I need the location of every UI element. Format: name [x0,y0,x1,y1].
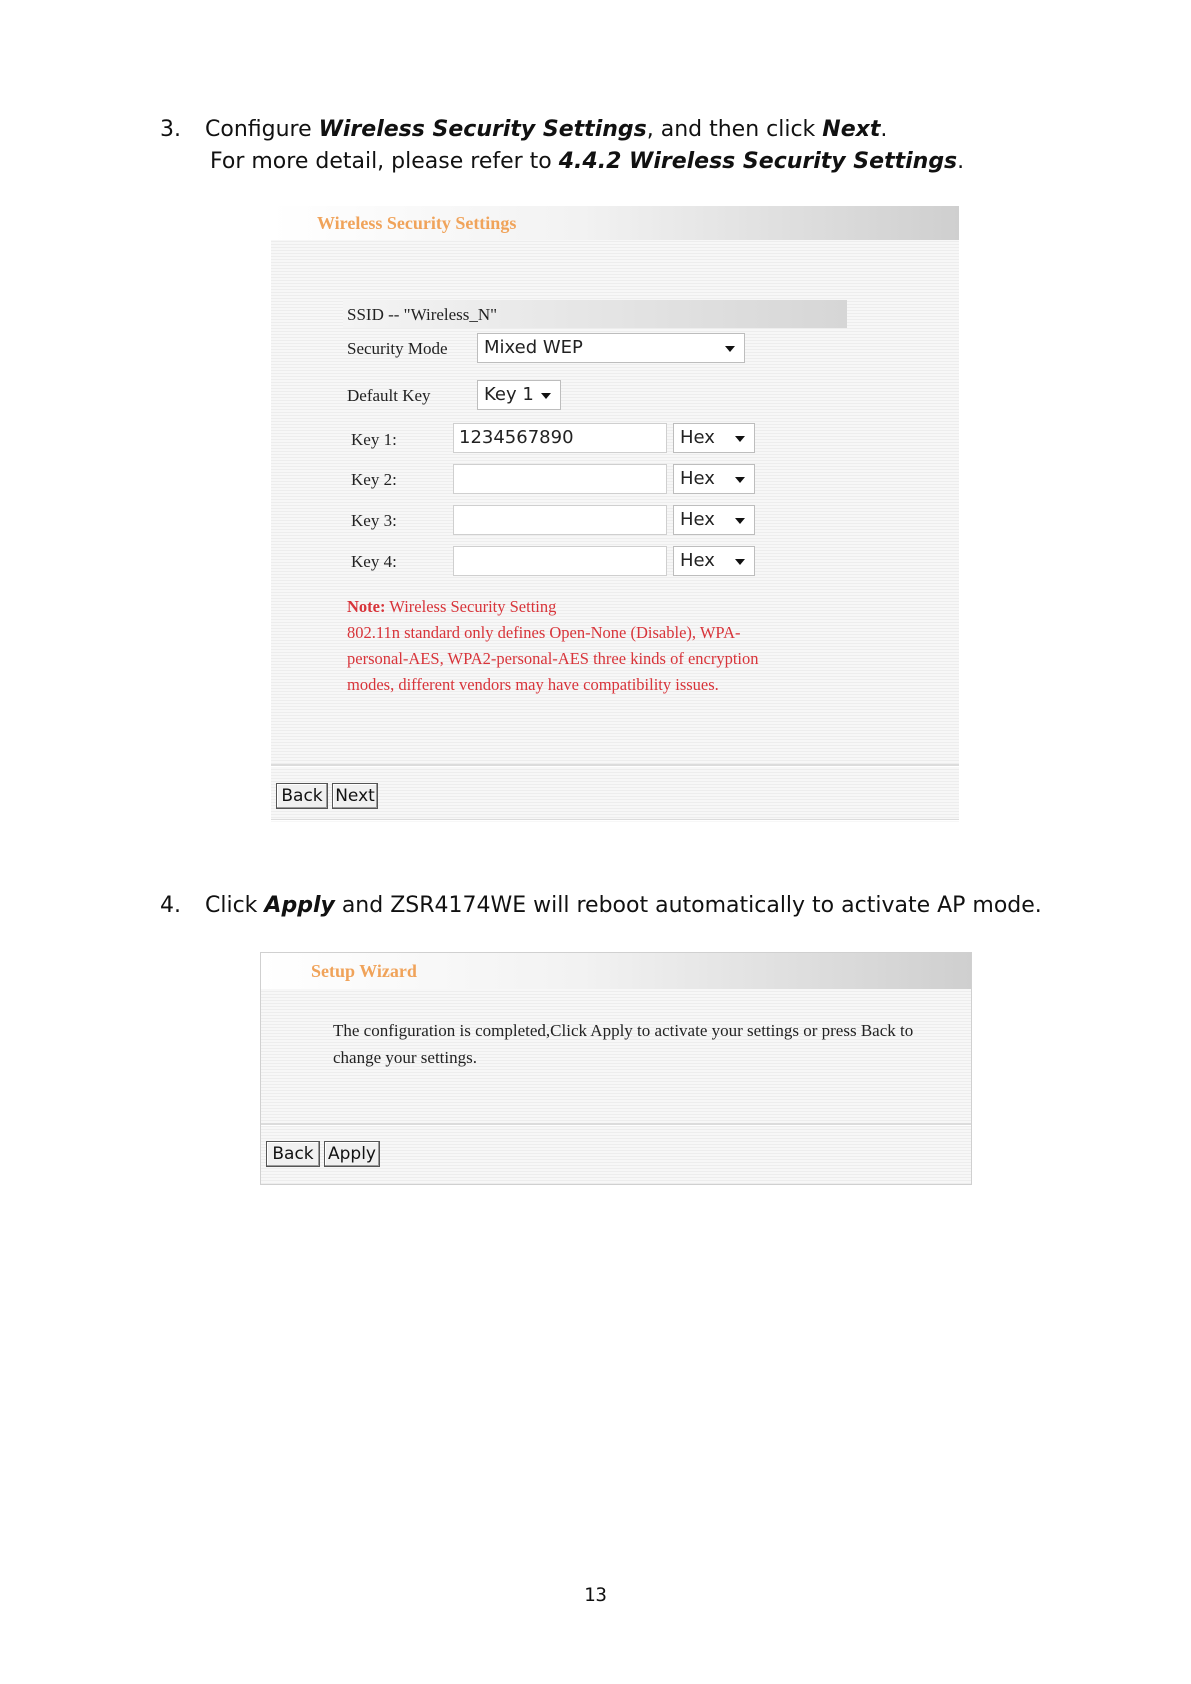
panel-title: Setup Wizard [311,961,417,981]
key-2-format-value: Hex [680,468,715,489]
panel-divider [271,764,959,767]
key-3-format-select[interactable] [673,505,755,535]
step-4-instruction [160,890,1042,922]
key-4-format-value: Hex [680,550,715,571]
key-2-input[interactable] [453,464,667,494]
chevron-down-icon [735,477,745,483]
key-1-label: Key 1: [351,430,397,449]
default-key-value: Key 1 [484,384,534,405]
wireless-security-panel [271,206,959,822]
key-3-label: Key 3: [351,511,397,530]
step-text-pre: Click [205,893,265,918]
apply-button[interactable]: Apply [324,1141,380,1167]
completion-message: The configuration is completed,Click Apply to activate your settings or press Back to change your settings. [333,1021,914,1067]
reference-text-end: . [957,149,965,174]
key-4-format-select[interactable] [673,546,755,576]
chevron-down-icon [735,559,745,565]
panel-title: Wireless Security Settings [317,213,517,233]
security-note [347,594,767,698]
key-4-label: Key 4: [351,552,397,571]
step-text-end: . [880,117,888,142]
panel-bottom-border [271,819,959,821]
security-mode-select[interactable] [477,333,745,363]
chevron-down-icon [725,346,735,352]
default-key-label: Default Key [347,386,431,405]
step-3-reference [210,146,964,178]
security-mode-label: Security Mode [347,339,448,358]
step-text-pre: Configure [205,117,319,142]
note-title: Wireless Security Setting [385,597,557,616]
step-text-rest: and ZSR4174WE will reboot automatically to activate AP mode. [334,893,1042,918]
step-emphasis: Next [822,117,881,142]
page-number: 13 [584,1584,607,1606]
panel-divider [261,1123,971,1126]
key-2-format-select[interactable] [673,464,755,494]
reference-text-pre: For more detail, please refer to [210,149,559,174]
setup-wizard-panel [260,952,972,1185]
back-button[interactable]: Back [276,783,328,809]
security-mode-value: Mixed WEP [484,337,583,358]
key-1-format-value: Hex [680,427,715,448]
key-4-input[interactable] [453,546,667,576]
step-3-instruction [160,114,887,146]
chevron-down-icon [541,393,551,399]
key-2-label: Key 2: [351,470,397,489]
step-number: 3. [160,117,181,142]
key-1-input[interactable]: 1234567890 [453,423,667,453]
step-emphasis: Apply [264,893,335,918]
key-3-input[interactable] [453,505,667,535]
chevron-down-icon [735,436,745,442]
default-key-select[interactable] [477,380,561,410]
step-emphasis: Wireless Security Settings [318,117,647,142]
back-button[interactable]: Back [266,1141,320,1167]
step-text-mid: , and then click [646,117,823,142]
key-3-format-value: Hex [680,509,715,530]
key-1-format-select[interactable] [673,423,755,453]
reference-emphasis: 4.4.2 Wireless Security Settings [558,149,958,174]
note-label: Note: [347,597,386,616]
ssid-label: SSID -- "Wireless_N" [347,305,498,324]
note-body: 802.11n standard only defines Open-None (Disable), WPA-personal-AES, WPA2-personal-AES three kinds of encryption modes, different vendors may have compatibility issues. [347,623,759,694]
chevron-down-icon [735,518,745,524]
next-button[interactable]: Next [332,783,378,809]
step-number: 4. [160,893,181,918]
